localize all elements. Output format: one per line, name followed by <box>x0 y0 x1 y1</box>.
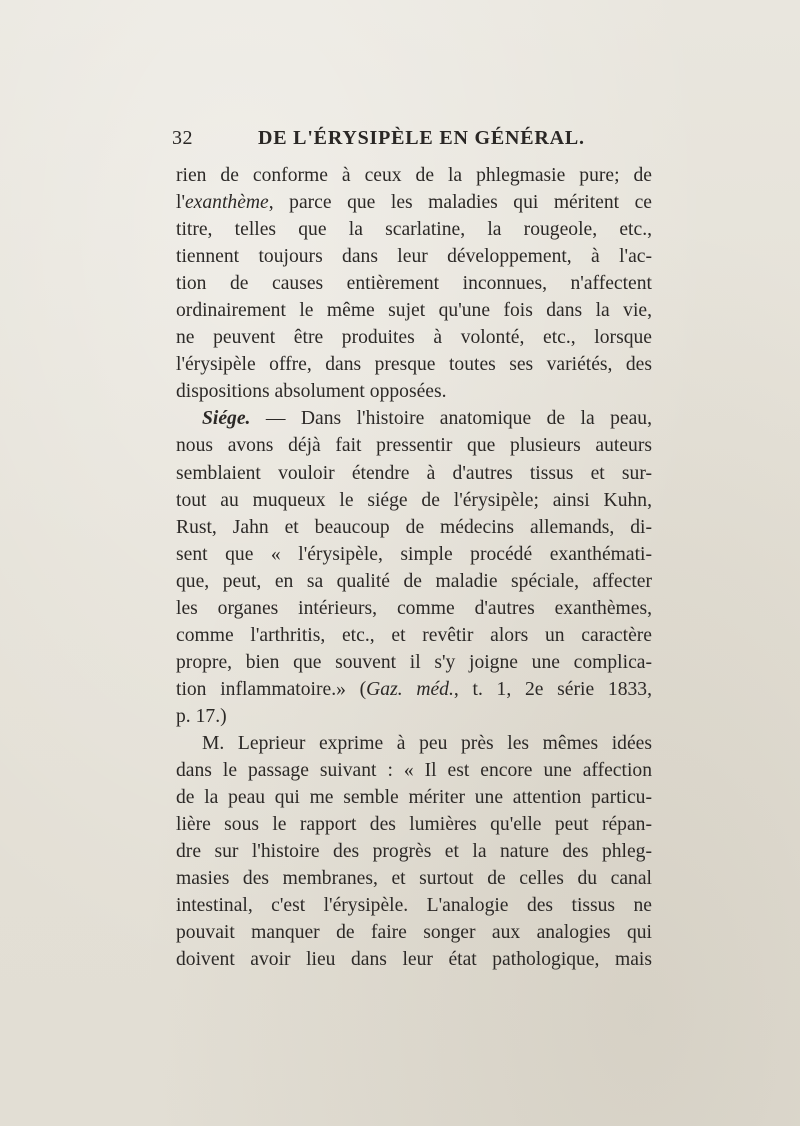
text-line: tiennent toujours dans leur développement, à l'ac- <box>176 246 652 268</box>
text-line: Rust, Jahn et beaucoup de médecins allemands, di- <box>176 516 652 538</box>
text-line: titre, telles que la scarlatine, la rougeole, etc., <box>176 219 652 241</box>
text-line: de la peau qui me semble mériter une attention particu- <box>176 787 652 809</box>
text-line: comme l'arthritis, etc., et revêtir alors un caractère <box>176 624 652 646</box>
text-line: doivent avoir lieu dans leur état pathologique, mais <box>176 949 652 971</box>
text-line: p. 17.) <box>176 705 227 727</box>
text-line: dispositions absolument opposées. <box>176 381 447 403</box>
text-line: nous avons déjà fait pressentir que plusieurs auteurs <box>176 435 652 457</box>
body-text <box>176 162 652 973</box>
text-line: tion de causes entièrement inconnues, n'affectent <box>176 273 652 295</box>
text-line: sent que « l'érysipèle, simple procédé exanthémati- <box>176 543 652 565</box>
text-line: propre, bien que souvent il s'y joigne une complica- <box>176 651 652 673</box>
text-line: M. Leprieur exprime à peu près les mêmes idées <box>202 732 652 754</box>
text-line: pouvait manquer de faire songer aux analogies qui <box>176 922 652 944</box>
text-line: dre sur l'histoire des progrès et la nature des phleg- <box>176 841 652 863</box>
page-number: 32 <box>172 127 193 149</box>
citation-source: Gaz. méd. <box>366 678 454 700</box>
text-line: Siége. — Dans l'histoire anatomique de la peau, <box>202 408 652 430</box>
text-line: dans le passage suivant : « Il est encore une affection <box>176 760 652 782</box>
section-heading: Siége. <box>202 408 251 430</box>
text-line: tion inflammatoire.» (Gaz. méd., t. 1, 2e série 1833, <box>176 678 652 700</box>
text-line: intestinal, c'est l'érysipèle. L'analogie des tissus ne <box>176 895 652 917</box>
text-line: les organes intérieurs, comme d'autres exanthèmes, <box>176 597 652 619</box>
text-line: masies des membranes, et surtout de celles du canal <box>176 868 652 890</box>
text-line: lière sous le rapport des lumières qu'elle peut répan- <box>176 814 652 836</box>
page-header <box>172 127 652 157</box>
text-line: l'érysipèle offre, dans presque toutes ses variétés, des <box>176 354 652 376</box>
emphasis-text: exanthème <box>184 192 269 214</box>
text-line: ne peuvent être produites à volonté, etc., lorsque <box>176 327 652 349</box>
text-line: ordinairement le même sujet qu'une fois dans la vie, <box>176 300 652 322</box>
text-line: l'exanthème, parce que les maladies qui méritent ce <box>176 192 652 214</box>
text-line: rien de conforme à ceux de la phlegmasie pure; de <box>176 165 652 186</box>
text-line: que, peut, en sa qualité de maladie spéciale, affecter <box>176 570 652 592</box>
text-line: tout au muqueux le siége de l'érysipèle; ainsi Kuhn, <box>176 489 652 511</box>
running-title: DE L'ÉRYSIPÈLE EN GÉNÉRAL. <box>258 127 585 149</box>
text-line: semblaient vouloir étendre à d'autres tissus et sur- <box>176 462 652 484</box>
